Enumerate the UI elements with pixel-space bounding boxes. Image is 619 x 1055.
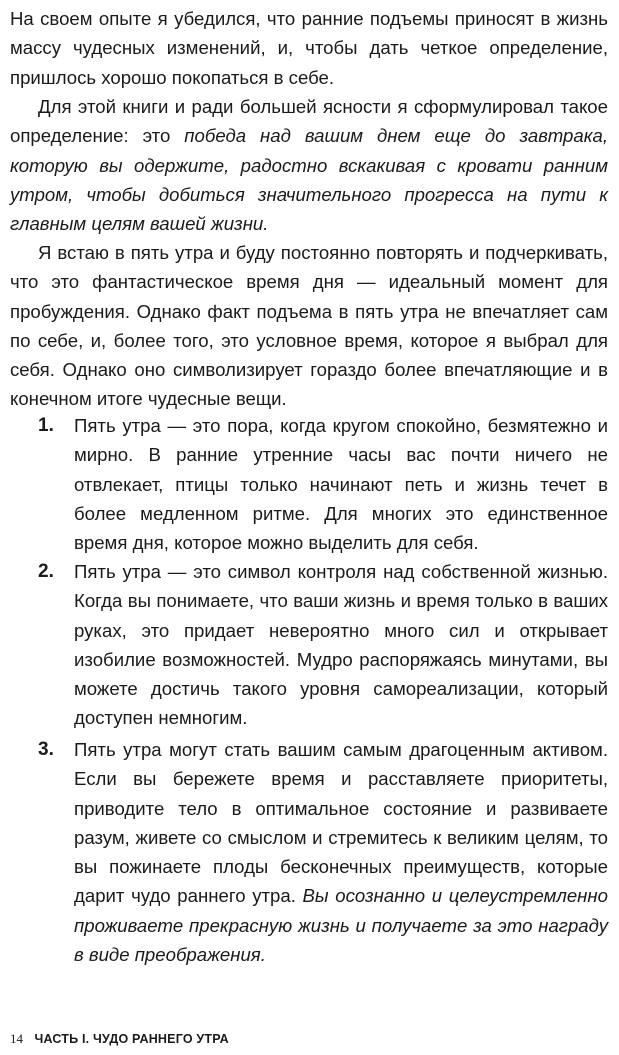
paragraph-intro — [10, 4, 608, 92]
running-head: ЧАСТЬ I. ЧУДО РАННЕГО УТРА — [34, 1032, 229, 1046]
paragraph-five-am — [10, 238, 608, 414]
paragraph-definition-text: Для этой книги и ради большей ясности я сформулировал такое определение: это — [10, 96, 608, 147]
list-item-text-block — [74, 735, 608, 969]
list-item — [38, 411, 608, 557]
page-number: 14 — [10, 1031, 23, 1046]
list-item — [38, 557, 608, 733]
paragraph-five-am-text: Я встаю в пять утра и буду постоянно повторять и подчеркивать, что это фантастическое время дня — идеальный момент для пробуждения. Однако факт подъема в пять утра не впечатляет сам по себе, и, более того, это условное время, которое я выбрал для себя. Однако оно символизирует гораздо более впечатляющие и в конечном итоге чудесные вещи. — [10, 242, 608, 410]
paragraph-intro-text: На своем опыте я убедился, что ранние подъемы приносят в жизнь массу чудесных изменений, и, чтобы дать четкое определение, пришлось хорошо покопаться в себе. — [10, 8, 608, 88]
list-item-italic-text: Вы осознанно и целеустремленно проживаете прекрасную жизнь и получаете за это награду в виде преображения. — [74, 885, 608, 966]
list-item-text: Пять утра — это пора, когда кругом спокойно, безмятежно и мирно. В ранние утренние часы вас почти ничего не отвлекает, птицы только начинают петь и жизнь течет в более медленном ритме. Для многих это единственное время дня, которое можно выделить для себя. — [74, 415, 608, 554]
list-item-text: Пять утра могут стать вашим самым драгоценным активом. Если вы бережете время и расставляете приоритеты, приводите тело в оптимальное состояние и развиваете разум, живете со смыслом и стремитесь к великим целям, то вы пожинаете плоды бесконечных преимуществ, которые дарит чудо раннего утра. — [74, 739, 608, 907]
list-item-text: Пять утра — это символ контроля над собственной жизнью. Когда вы понимаете, что ваши жизнь и время только в ваших руках, это придает невероятно много сил и открывает изобилие возможностей. Мудро распоряжаясь минутами, вы можете достичь такого уровня самореализации, который доступен немногим. — [74, 561, 608, 729]
list-item-number: 1. — [38, 415, 54, 436]
page-footer — [10, 1031, 229, 1047]
definition-italic-text: победа над вашим днем еще до завтрака, которую вы одержите, радостно вскакивая с кровати ранним утром, чтобы добиться значительного прогресса на пути к главным целям вашей жизни. — [10, 125, 608, 235]
list-item-number: 3. — [38, 739, 54, 760]
list-item-number: 2. — [38, 561, 54, 582]
list-item — [38, 735, 608, 969]
paragraph-definition — [10, 92, 608, 238]
